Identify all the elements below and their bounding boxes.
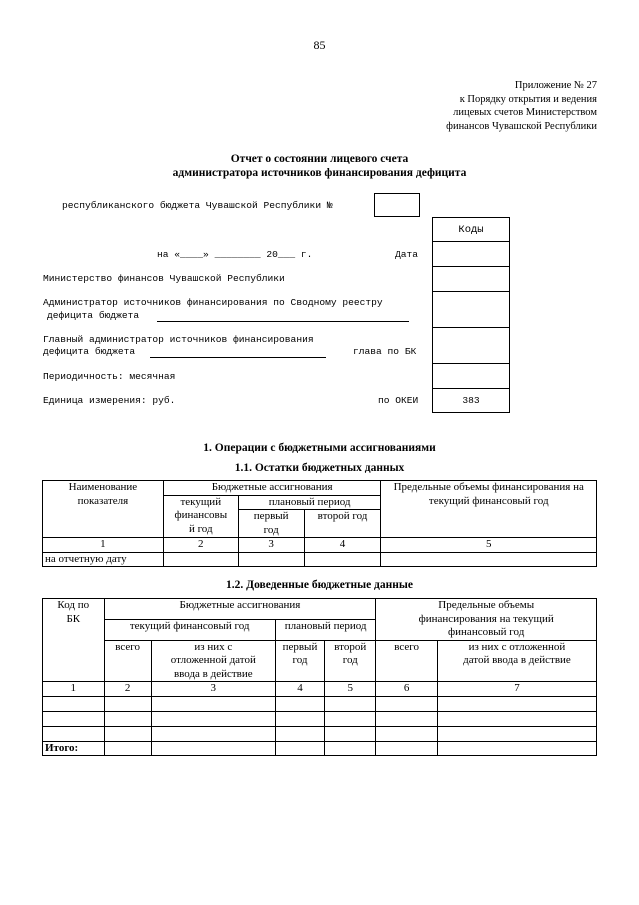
col-number: 3 bbox=[238, 538, 304, 553]
col-number: 7 bbox=[437, 682, 596, 697]
col-number: 5 bbox=[381, 538, 597, 553]
unit-label: Единица измерения: руб. bbox=[43, 395, 176, 406]
col-header-second-line: год bbox=[342, 654, 358, 666]
col-header-limit-line: финансирования на текущий bbox=[418, 612, 554, 625]
col-header-total: всего bbox=[104, 640, 151, 682]
col-header-total-limit: всего bbox=[376, 640, 438, 682]
table-cell[interactable] bbox=[381, 552, 597, 567]
code-cell-chief[interactable] bbox=[432, 327, 510, 364]
row-label: на отчетную дату bbox=[43, 552, 164, 567]
table-cell[interactable] bbox=[275, 726, 324, 741]
col-header-current-line: текущий bbox=[180, 495, 222, 508]
col-header-first-line: год bbox=[263, 523, 279, 536]
table-cell[interactable] bbox=[104, 711, 151, 726]
appendix-line: Приложение № 27 bbox=[514, 80, 597, 91]
table-cell[interactable] bbox=[275, 696, 324, 711]
table-cell[interactable] bbox=[325, 696, 376, 711]
col-header-current: текущий финансовый год bbox=[104, 619, 275, 640]
table-cell[interactable] bbox=[376, 696, 438, 711]
chief-label-2: дефицита бюджета bbox=[43, 346, 136, 357]
col-header-code-line: Код по bbox=[57, 599, 90, 611]
table-cell[interactable] bbox=[275, 711, 324, 726]
col-number: 4 bbox=[275, 682, 324, 697]
col-number: 2 bbox=[163, 538, 238, 553]
chief-underline[interactable] bbox=[150, 346, 326, 358]
table-cell[interactable] bbox=[325, 726, 376, 741]
allocated-table bbox=[42, 598, 597, 756]
code-cell-periodicity[interactable] bbox=[432, 363, 510, 389]
table-cell[interactable] bbox=[376, 741, 438, 756]
balances-table bbox=[42, 480, 597, 567]
col-header-limit-line: финансовый год bbox=[448, 626, 525, 638]
code-cell-ministry[interactable] bbox=[432, 266, 510, 292]
col-header-plan: плановый период bbox=[275, 619, 376, 640]
table-cell[interactable] bbox=[151, 726, 275, 741]
col-number: 5 bbox=[325, 682, 376, 697]
col-header-deferred2-line: из них с отложенной bbox=[468, 640, 566, 653]
table-cell[interactable] bbox=[43, 711, 105, 726]
table-cell[interactable] bbox=[275, 741, 324, 756]
table-row bbox=[43, 552, 597, 567]
table-cell[interactable] bbox=[437, 711, 596, 726]
table-cell[interactable] bbox=[325, 711, 376, 726]
code-cell-admin[interactable] bbox=[432, 291, 510, 328]
col-header-alloc: Бюджетные ассигнования bbox=[104, 599, 376, 620]
col-header-first-line: первый bbox=[253, 510, 289, 522]
table-cell[interactable] bbox=[104, 726, 151, 741]
col-number: 4 bbox=[304, 538, 381, 553]
page-number: 85 bbox=[313, 38, 326, 52]
col-header-second-year: второй год bbox=[304, 510, 381, 538]
chief-code-label: глава по БК bbox=[353, 346, 417, 357]
table-cell[interactable] bbox=[437, 696, 596, 711]
admin-underline[interactable] bbox=[157, 310, 409, 322]
appendix-note bbox=[337, 79, 597, 133]
table-cell[interactable] bbox=[238, 552, 304, 567]
appendix-line: финансов Чувашской Республики bbox=[446, 120, 597, 132]
date-label: на «____» ________ 20___ г. bbox=[157, 249, 313, 260]
col-header-limit: Предельные объемы финансирования на текущий финансовый год bbox=[381, 481, 597, 538]
date-code-label: Дата bbox=[395, 249, 419, 260]
table-cell[interactable] bbox=[43, 726, 105, 741]
table-cell[interactable] bbox=[376, 726, 438, 741]
col-header-plan: плановый период bbox=[238, 495, 381, 510]
col-header-second-line: второй bbox=[334, 640, 367, 653]
admin-label-2: дефицита бюджета bbox=[47, 310, 140, 321]
col-header-alloc: Бюджетные ассигнования bbox=[163, 481, 381, 496]
table-cell[interactable] bbox=[104, 696, 151, 711]
col-header-deferred-limit bbox=[437, 640, 596, 682]
table-cell[interactable] bbox=[437, 741, 596, 756]
col-header-code bbox=[43, 599, 105, 682]
col-header-first-year bbox=[275, 640, 324, 682]
table-cell[interactable] bbox=[104, 741, 151, 756]
ministry-label: Министерство финансов Чувашской Республики bbox=[43, 273, 285, 284]
col-number: 2 bbox=[104, 682, 151, 697]
admin-label: Администратор источников финансирования по Сводному реестру bbox=[43, 297, 383, 308]
col-header-deferred bbox=[151, 640, 275, 682]
table-cell[interactable] bbox=[151, 696, 275, 711]
col-header-limit bbox=[376, 599, 597, 641]
chief-label: Главный администратор источников финансирования bbox=[43, 334, 314, 345]
okei-label: по ОКЕИ bbox=[378, 395, 419, 406]
account-number-box[interactable] bbox=[374, 193, 420, 217]
col-header-current-line: й год bbox=[188, 522, 213, 535]
subsection-title: 1.1. Остатки бюджетных данных bbox=[234, 462, 405, 474]
table-row bbox=[43, 726, 597, 741]
col-header-first-year bbox=[238, 510, 304, 538]
table-cell[interactable] bbox=[376, 711, 438, 726]
codes-header: Коды bbox=[432, 217, 510, 242]
periodicity-label: Периодичность: месячная bbox=[43, 371, 176, 382]
col-header-second-year bbox=[325, 640, 376, 682]
title-line: Отчет о состоянии лицевого счета bbox=[230, 153, 409, 165]
section-title: 1. Операции с бюджетными ассигнованиями bbox=[203, 442, 436, 454]
code-cell-date[interactable] bbox=[432, 241, 510, 267]
subsection-title: 1.2. Доведенные бюджетные данные bbox=[226, 579, 413, 591]
table-cell[interactable] bbox=[43, 696, 105, 711]
title-line: администратора источников финансирования дефицита bbox=[172, 167, 467, 179]
table-cell[interactable] bbox=[163, 552, 238, 567]
col-header-code-line: БК bbox=[66, 612, 81, 625]
col-number: 6 bbox=[376, 682, 438, 697]
table-cell[interactable] bbox=[151, 711, 275, 726]
table-cell[interactable] bbox=[325, 741, 376, 756]
col-header-name: Наименование показателя bbox=[43, 481, 164, 538]
col-header-limit-line: Предельные объемы bbox=[438, 599, 535, 611]
col-header-current bbox=[163, 495, 238, 538]
code-cell-okei: 383 bbox=[432, 388, 510, 413]
col-header-deferred-line: из них с bbox=[194, 640, 233, 653]
table-cell[interactable] bbox=[304, 552, 381, 567]
col-header-first-line: первый bbox=[282, 640, 318, 653]
table-cell[interactable] bbox=[437, 726, 596, 741]
appendix-line: лицевых счетов Министерством bbox=[453, 107, 597, 118]
document-title bbox=[0, 152, 639, 180]
budget-label: республиканского бюджета Чувашской Республики № bbox=[62, 200, 333, 211]
col-number: 3 bbox=[151, 682, 275, 697]
col-header-deferred-line: ввода в действие bbox=[173, 667, 253, 680]
total-row bbox=[43, 741, 597, 756]
col-header-deferred-line: отложенной датой bbox=[170, 654, 256, 666]
col-header-deferred2-line: датой ввода в действие bbox=[463, 654, 571, 666]
table-cell[interactable] bbox=[151, 741, 275, 756]
appendix-line: к Порядку открытия и ведения bbox=[459, 93, 597, 105]
col-header-current-line: финансовы bbox=[174, 509, 228, 521]
table-row bbox=[43, 711, 597, 726]
table-row bbox=[43, 696, 597, 711]
col-number: 1 bbox=[43, 538, 164, 553]
total-label: Итого: bbox=[43, 741, 105, 756]
col-header-first-line: год bbox=[292, 654, 308, 666]
col-number: 1 bbox=[43, 682, 105, 697]
